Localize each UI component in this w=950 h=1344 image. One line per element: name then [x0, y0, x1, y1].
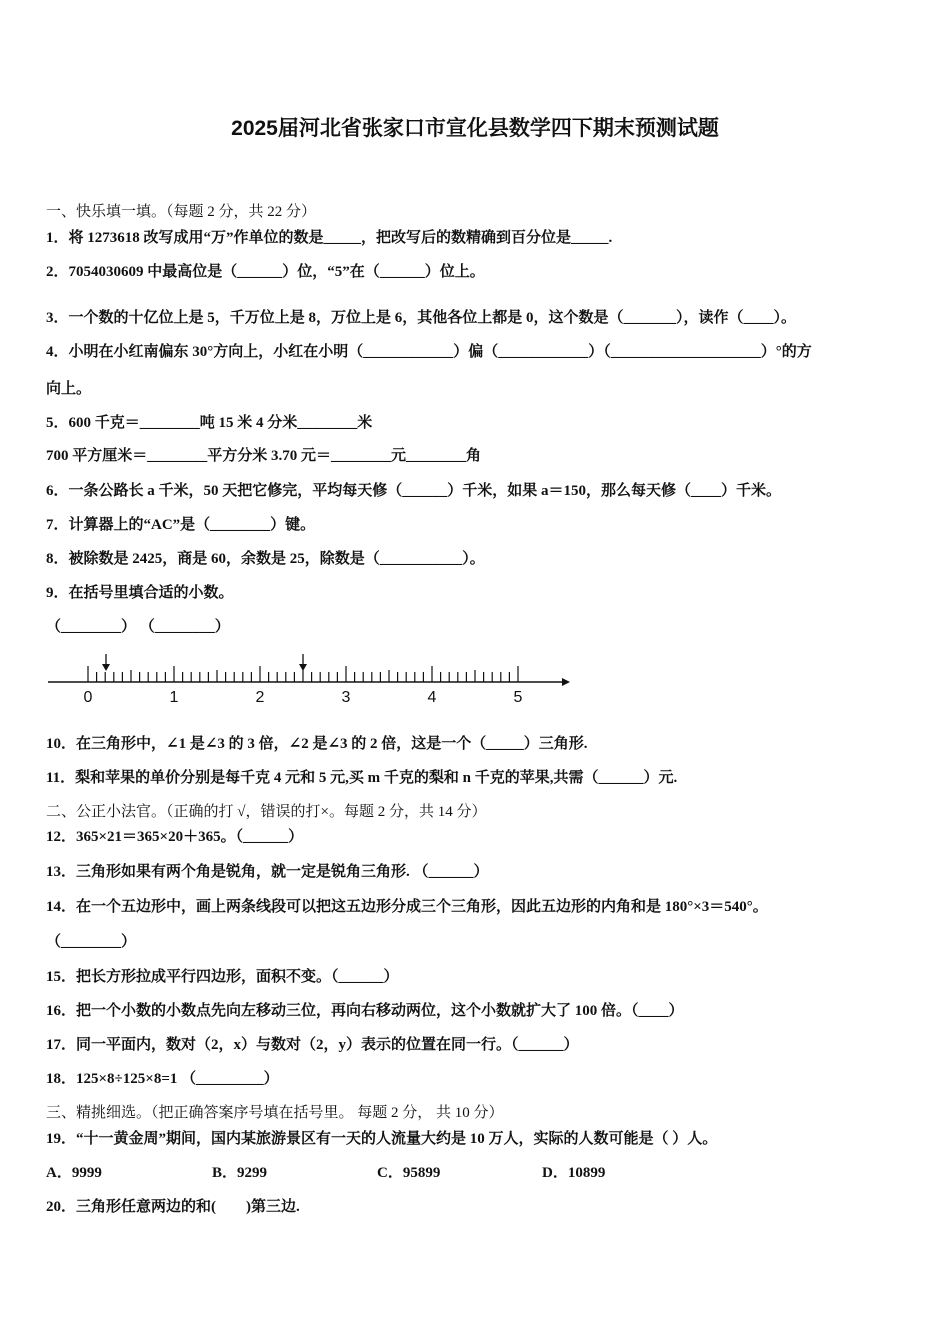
question-2: 2．7054030609 中最高位是（______）位，“5”在（______）位上。: [46, 264, 485, 280]
section-heading-1: 一、快乐填一填。（每题 2 分，共 22 分）: [46, 204, 317, 220]
question-9-blanks: （________） （________）: [46, 619, 230, 635]
question-19-options: [46, 1163, 605, 1183]
marker-arrow-icon: [102, 654, 110, 671]
question-7: 7．计算器上的“AC”是（________）键。: [46, 517, 316, 533]
marker-arrow-icon: [299, 654, 307, 671]
section-heading-3: 三、精挑细选。（把正确答案序号填在括号里。 每题 2 分， 共 10 分）: [46, 1105, 504, 1121]
number-line-labels: [84, 689, 523, 706]
number-line-label: 3: [341, 689, 351, 706]
question-16: 16．把一个小数的小数点先向左移动三位，再向右移动两位，这个小数就扩大了 100 倍。（____）: [46, 1003, 684, 1019]
question-6: 6．一条公路长 a 千米，50 天把它修完，平均每天修（______）千米，如果 a＝150，那么每天修（____）千米。: [46, 483, 782, 499]
number-line: [40, 650, 580, 710]
number-line-label: 1: [169, 689, 179, 706]
option-c: C．95899: [377, 1165, 441, 1181]
question-5-line1: 5．600 千克＝________吨 15 米 4 分米________米: [46, 415, 373, 431]
question-13: 13．三角形如果有两个角是锐角，就一定是锐角三角形. （______）: [46, 864, 489, 880]
number-line-label: 0: [83, 689, 93, 706]
number-line-arrowhead: [562, 678, 570, 686]
question-14-line2: （________）: [46, 934, 137, 950]
question-17: 17．同一平面内，数对（2，x）与数对（2，y）表示的位置在同一行。（______）: [46, 1037, 579, 1053]
question-18: 18．125×8÷125×8=1 （_________）: [46, 1071, 279, 1087]
page-title: 2025届河北省张家口市宣化县数学四下期末预测试题: [231, 117, 719, 140]
question-15: 15．把长方形拉成平行四边形，面积不变。（______）: [46, 969, 399, 985]
question-14-line1: 14．在一个五边形中，画上两条线段可以把这五边形分成三个三角形，因此五边形的内角和是 180°×3＝540°。: [46, 899, 768, 915]
section-heading-2: 二、公正小法官。（正确的打 √，错误的打×。每题 2 分，共 14 分）: [46, 804, 487, 820]
number-line-label: 4: [427, 689, 437, 706]
question-19: 19．“十一黄金周”期间，国内某旅游景区有一天的人流量大约是 10 万人，实际的人数可能是（ ）人。: [46, 1131, 718, 1147]
question-12: 12．365×21＝365×20＋365。（______）: [46, 829, 304, 845]
question-8: 8．被除数是 2425，商是 60，余数是 25，除数是（___________）。: [46, 551, 485, 567]
option-a: A．9999: [46, 1165, 102, 1181]
question-4-line1: 4．小明在小红南偏东 30°方向上，小红在小明（____________）偏（____________）（____________________）°的方: [46, 344, 812, 360]
option-b: B．9299: [212, 1165, 268, 1181]
option-d: D．10899: [542, 1165, 606, 1181]
question-20: 20．三角形任意两边的和( )第三边.: [46, 1199, 300, 1215]
question-3: 3．一个数的十亿位上是 5，千万位上是 8，万位上是 6，其他各位上都是 0，这个数是（_______），读作（____）。: [46, 310, 797, 326]
number-line-label: 5: [513, 689, 523, 706]
question-9: 9．在括号里填合适的小数。: [46, 585, 234, 601]
question-1: 1．将 1273618 改写成用“万”作单位的数是_____，把改写后的数精确到百分位是_____.: [46, 230, 613, 246]
question-10: 10．在三角形中，∠1 是∠3 的 3 倍，∠2 是∠3 的 2 倍，这是一个（_____）三角形.: [46, 736, 588, 752]
question-4-line2: 向上。: [46, 381, 92, 397]
number-line-label: 2: [255, 689, 265, 706]
question-5-line2: 700 平方厘米＝________平方分米 3.70 元＝________元________角: [46, 448, 482, 464]
question-11: 11．梨和苹果的单价分别是每千克 4 元和 5 元,买 m 千克的梨和 n 千克的苹果,共需（______）元.: [46, 770, 678, 786]
